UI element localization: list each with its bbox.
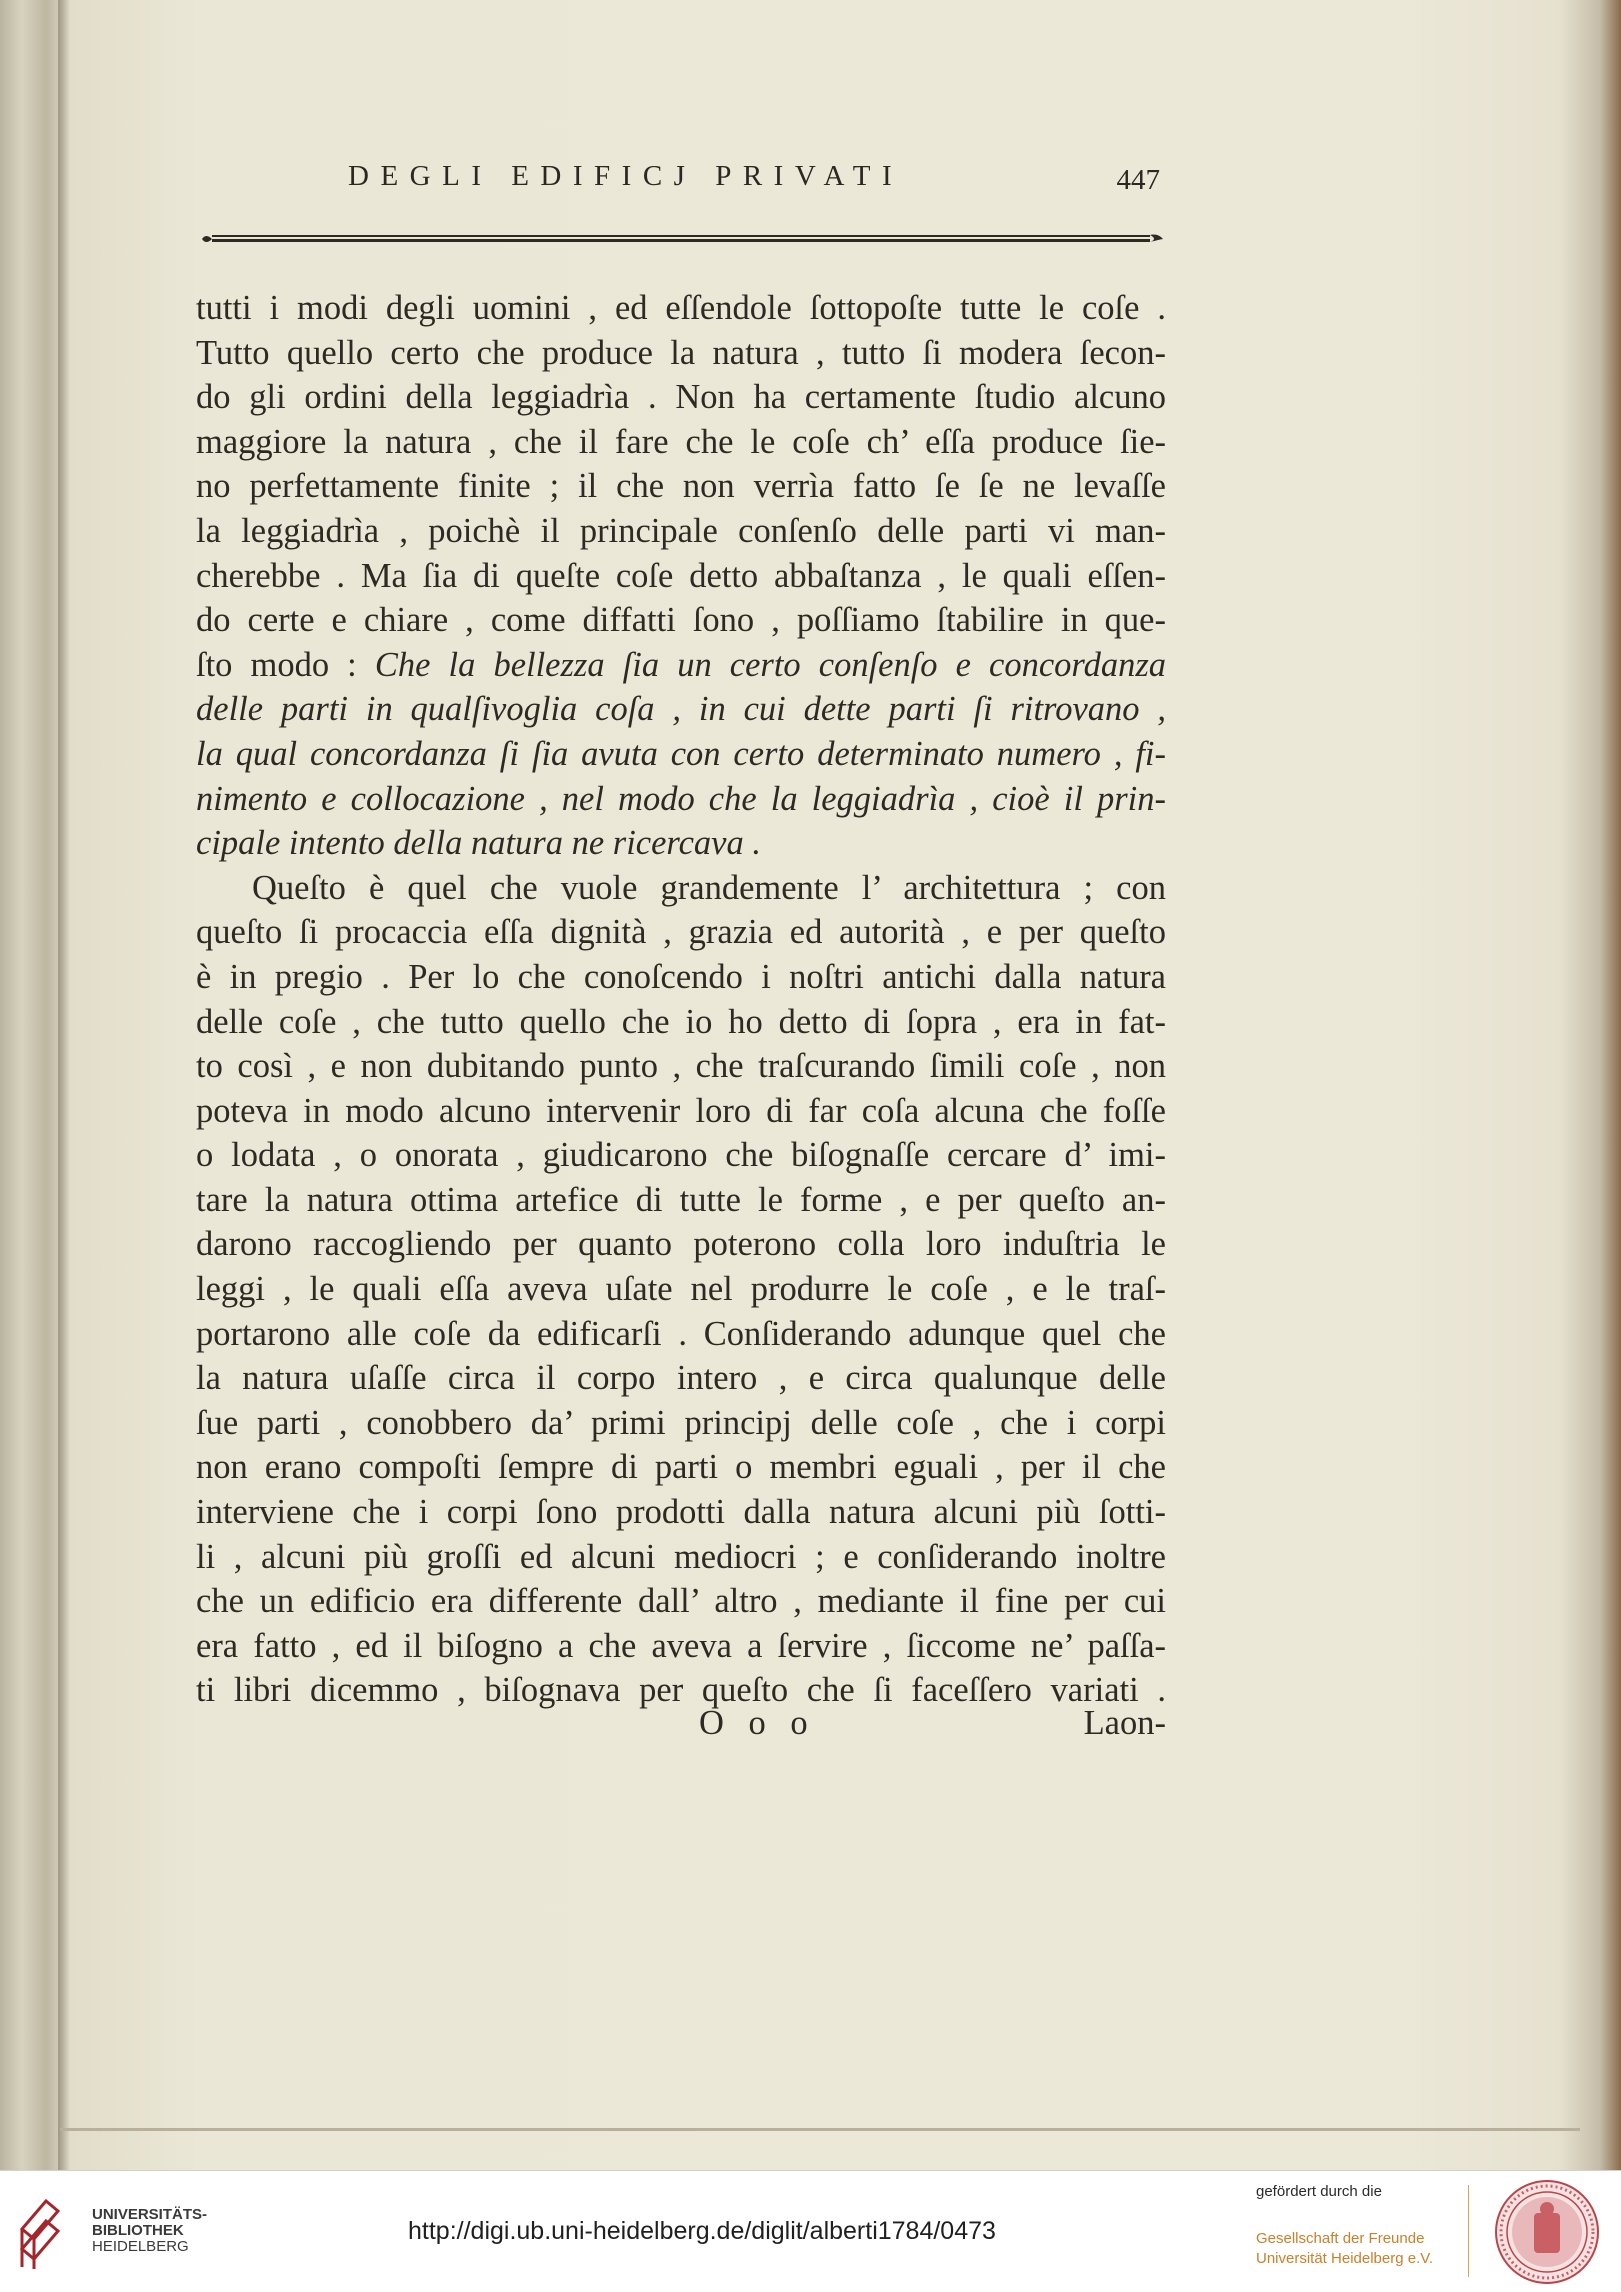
page-edge: [60, 2128, 1580, 2131]
text-line: o lodata , o onorata , giudicarono che biſognaſſe cercare d’ imi-: [196, 1136, 1166, 1175]
text-line: queſto ſi procaccia eſſa dignità , grazia ed autorità , e per queſto: [196, 913, 1166, 952]
binding-shadow: [58, 0, 70, 2170]
text-line: do gli ordini della leggiadrìa . Non ha certamente ſtudio alcuno: [196, 378, 1166, 417]
running-head: DEGLI EDIFICJ PRIVATI: [348, 160, 904, 192]
text-line: ti libri dicemmo , biſognava per queſto che ſi faceſſero variati .: [196, 1671, 1166, 1710]
text-line: è in pregio . Per lo che conoſcendo i noſtri antichi dalla natura: [196, 957, 1166, 996]
text-line: non erano compoſti ſempre di parti o membri eguali , per il che: [196, 1448, 1166, 1487]
text-line-mixed: [196, 643, 1166, 688]
footer-divider: [1468, 2185, 1469, 2277]
text-line: delle coſe , che tutto quello che io ho detto di ſopra , era in fat-: [196, 1002, 1166, 1041]
text-line: ſue parti , conobbero da’ primi principj delle coſe , che i corpi: [196, 1403, 1166, 1442]
italic-line: nimento e collocazione , nel modo che la leggiadrìa , cioè il prin-: [196, 779, 1166, 818]
text-line: leggi , le quali eſſa aveva uſate nel produrre le coſe , e le traſ-: [196, 1270, 1166, 1309]
sponsor-line: Gesellschaft der Freunde: [1256, 2230, 1425, 2247]
text-line: tare la natura ottima artefice di tutte le forme , e per queſto an-: [196, 1180, 1166, 1219]
italic-line: cipale intento della natura ne ricercava .: [196, 824, 761, 863]
text-line: interviene che i corpi ſono prodotti dalla natura alcuni più ſotti-: [196, 1493, 1166, 1532]
text-line: do certe e chiare , come diffatti ſono , poſſiamo ſtabilire in que-: [196, 601, 1166, 640]
italic-line: delle parti in qualſivoglia coſa , in cui dette parti ſi ritrovano ,: [196, 690, 1166, 729]
text-line: cherebbe . Ma ſia di queſte coſe detto abbaſtanza , le quali eſſen-: [196, 556, 1166, 595]
page-header: [200, 160, 1160, 204]
text-line: li , alcuni più groſſi ed alcuni mediocri ; e conſiderando inoltre: [196, 1537, 1166, 1576]
library-name-line: BIBLIOTHEK: [92, 2222, 184, 2239]
page-number: 447: [1116, 164, 1160, 196]
text-line: Tutto quello certo che produce la natura , tutto ſi modera ſecon-: [196, 333, 1166, 372]
body-text: [196, 286, 1166, 1713]
text-line: portarono alle coſe da edificarſi . Conſiderando adunque quel che: [196, 1314, 1166, 1353]
text-line: era fatto , ed il biſogno a che aveva a ſervire , ſiccome ne’ paſſa-: [196, 1626, 1166, 1665]
text-line: maggiore la natura , che il fare che le coſe ch’ eſſa produce ſie-: [196, 422, 1166, 461]
text-line: to così , e non dubitando punto , che traſcurando ſimili coſe , non: [196, 1047, 1166, 1086]
catchword: Laon-: [1083, 1704, 1166, 1742]
text-line: poteva in modo alcuno intervenir loro di far coſa alcuna che foſſe: [196, 1091, 1166, 1130]
text-line: darono raccogliendo per quanto poterono colla loro induſtria le: [196, 1225, 1166, 1264]
text-line: la leggiadrìa , poichè il principale conſenſo delle parti vi man-: [196, 511, 1166, 550]
sponsor-name[interactable]: [1256, 2229, 1433, 2269]
text-line: tutti i modi degli uomini , ed eſſendole ſottopoſte tutte le coſe .: [196, 289, 1166, 327]
roman-fragment: ſto modo :: [196, 645, 375, 684]
signature-mark: O o o: [699, 1704, 816, 1742]
sponsor-line: Universität Heidelberg e.V.: [1256, 2250, 1434, 2267]
signature-row: [196, 1704, 1166, 1748]
paragraph-start-line: Queſto è quel che vuole grandemente l’ architettura ; con: [252, 868, 1166, 907]
university-library-name[interactable]: [92, 2207, 207, 2255]
digitization-footer: [0, 2170, 1621, 2292]
permalink[interactable]: http://digi.ub.uni-heidelberg.de/diglit/alberti1784/0473: [408, 2217, 996, 2245]
text-line: la natura uſaſſe circa il corpo intero , e circa qualunque delle: [196, 1359, 1166, 1398]
sponsor-label: gefördert durch die: [1256, 2183, 1382, 2200]
university-seal-icon[interactable]: [1494, 2179, 1600, 2285]
italic-definition: Che la bellezza ſia un certo conſenſo e concordanza: [374, 645, 1166, 684]
italic-line: la qual concordanza ſi ſia avuta con certo determinato numero , fi-: [196, 734, 1166, 773]
library-name-line: UNIVERSITÄTS-: [92, 2206, 208, 2223]
library-name-line: HEIDELBERG: [92, 2238, 189, 2255]
text-line: che un edificio era differente dall’ altro , mediante il fine per cui: [196, 1582, 1166, 1621]
header-rule: [200, 230, 1165, 248]
text-line: no perfettamente finite ; il che non verrìa fatto ſe ſe ne levaſſe: [196, 467, 1166, 506]
university-library-logo-icon[interactable]: [18, 2189, 62, 2271]
